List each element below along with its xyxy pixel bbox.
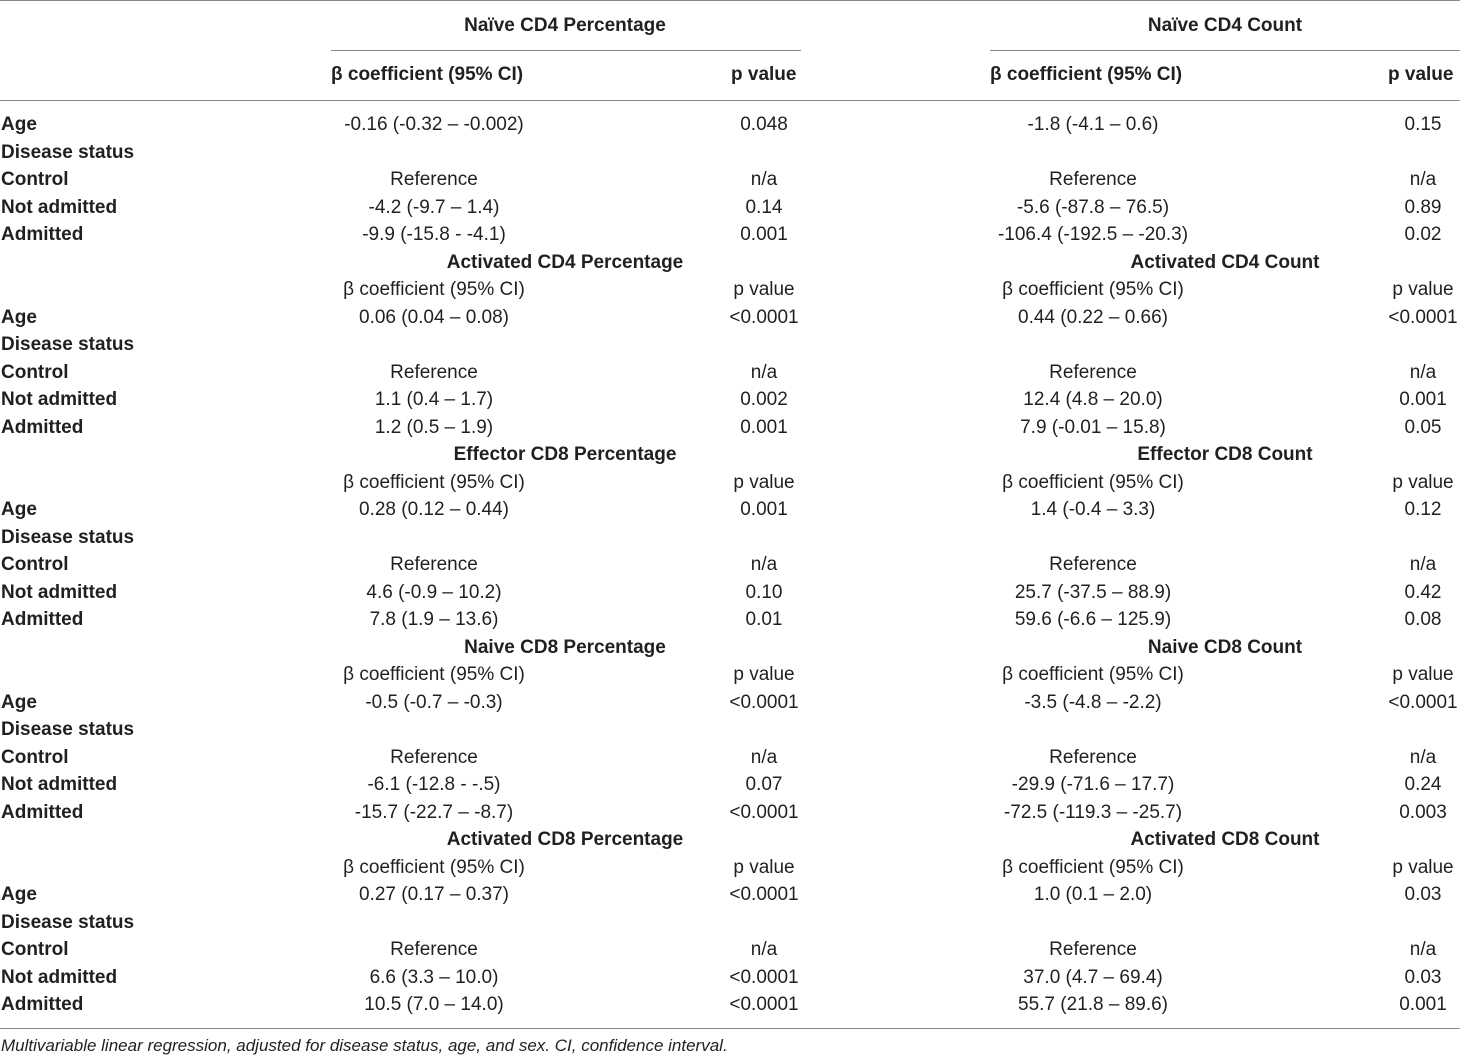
bottom-rule <box>0 1028 1460 1029</box>
table-row <box>0 139 1460 167</box>
coef-count: Reference <box>1049 361 1137 383</box>
top-rule <box>0 0 1460 1</box>
p-value-count: 0.001 <box>1399 994 1447 1015</box>
table-row <box>0 579 1460 607</box>
section-title-row <box>0 249 1460 277</box>
row-label: Control <box>1 361 69 383</box>
table-row <box>0 909 1460 937</box>
coef-count: -72.5 (-119.3 – -25.7) <box>1003 801 1183 823</box>
table-row <box>0 799 1460 827</box>
p-value-percentage: 0.01 <box>745 609 783 630</box>
coef-percentage: Reference <box>390 361 478 383</box>
coef-count: Reference <box>1049 169 1137 190</box>
row-label: Age <box>1 306 37 328</box>
subheader-p-left: p value <box>733 471 795 493</box>
p-value-percentage: 0.10 <box>745 581 783 603</box>
section-subheader-row <box>0 661 1460 689</box>
section-title-left: Activated CD4 Percentage <box>446 251 684 273</box>
row-label: Control <box>1 746 69 768</box>
row-label: Age <box>1 884 37 905</box>
subheader-coef-left: β coefficient (95% CI) <box>343 471 525 493</box>
p-value-count: 0.24 <box>1404 774 1442 795</box>
table-row <box>0 551 1460 579</box>
row-label: Disease status <box>1 334 135 355</box>
p-value-count: 0.02 <box>1404 224 1442 245</box>
p-value-percentage: n/a <box>750 361 778 383</box>
section-title-left: Activated CD8 Percentage <box>446 829 684 850</box>
p-value-count: n/a <box>1409 169 1437 190</box>
coef-count: Reference <box>1049 554 1137 575</box>
table-row <box>0 606 1460 634</box>
row-label: Age <box>1 499 37 520</box>
p-value-count: n/a <box>1409 554 1437 575</box>
header-rule <box>0 100 1460 101</box>
coef-count: 0.44 (0.22 – 0.66) <box>1018 306 1168 328</box>
p-value-percentage: <0.0001 <box>729 994 799 1015</box>
table-row <box>0 221 1460 249</box>
coef-count: 12.4 (4.8 – 20.0) <box>1023 389 1163 410</box>
p-value-percentage: n/a <box>750 939 778 960</box>
coef-percentage: 0.28 (0.12 – 0.44) <box>359 499 509 520</box>
subheader-p-right: p value <box>1392 279 1454 300</box>
p-value-count: 0.08 <box>1404 609 1442 630</box>
coef-percentage: -0.5 (-0.7 – -0.3) <box>365 691 503 713</box>
coef-percentage: -15.7 (-22.7 – -8.7) <box>354 801 514 823</box>
row-label: Control <box>1 939 69 960</box>
p-value-percentage: 0.002 <box>740 389 788 410</box>
coef-percentage: -4.2 (-9.7 – 1.4) <box>368 196 500 218</box>
coef-percentage: -0.16 (-0.32 – -0.002) <box>344 114 524 135</box>
section-title-right: Effector CD8 Count <box>1137 444 1313 465</box>
row-label: Control <box>1 554 69 575</box>
coef-count: 59.6 (-6.6 – 125.9) <box>1014 609 1172 630</box>
subheader-coef-right: β coefficient (95% CI) <box>1002 279 1184 300</box>
p-value-percentage: 0.001 <box>740 416 788 438</box>
table-row <box>0 359 1460 387</box>
subheader-p-left: p value <box>733 664 795 685</box>
table-row <box>0 194 1460 222</box>
p-value-count: 0.03 <box>1404 966 1442 988</box>
coef-count: 37.0 (4.7 – 69.4) <box>1023 966 1163 988</box>
p-value-count: 0.003 <box>1399 801 1447 823</box>
group-rule-right <box>990 50 1460 51</box>
table-row <box>0 689 1460 717</box>
p-value-count: 0.03 <box>1404 884 1442 905</box>
row-label: Admitted <box>1 224 84 245</box>
p-value-count: n/a <box>1409 746 1437 768</box>
section-subheader-row <box>0 276 1460 304</box>
table-row <box>0 304 1460 332</box>
row-label: Not admitted <box>1 196 118 218</box>
p-value-count: 0.15 <box>1404 114 1442 135</box>
table-footnote: Multivariable linear regression, adjusted for disease status, age, and sex. CI, confidence interval. <box>1 1036 728 1055</box>
row-label: Admitted <box>1 609 84 630</box>
row-label: Disease status <box>1 719 135 740</box>
group-rule-left <box>331 50 801 51</box>
p-value-count: <0.0001 <box>1388 306 1458 328</box>
section-title-right: Activated CD4 Count <box>1130 251 1320 273</box>
p-value-percentage: 0.048 <box>740 114 788 135</box>
subheader-coef-left: β coefficient (95% CI) <box>343 279 525 300</box>
table-row <box>0 414 1460 442</box>
coef-percentage: 1.2 (0.5 – 1.9) <box>374 416 494 438</box>
subheader-p-right: p value <box>1392 471 1454 493</box>
row-label: Not admitted <box>1 774 118 795</box>
p-value-percentage: <0.0001 <box>729 691 799 713</box>
coef-percentage: 10.5 (7.0 – 14.0) <box>364 994 504 1015</box>
table-row <box>0 496 1460 524</box>
table-row <box>0 716 1460 744</box>
table-row <box>0 964 1460 992</box>
table-row <box>0 331 1460 359</box>
row-label: Not admitted <box>1 966 118 988</box>
coef-percentage: Reference <box>390 939 478 960</box>
coef-count: Reference <box>1049 746 1137 768</box>
table-row <box>0 524 1460 552</box>
column-header-left-p: p value <box>731 64 797 85</box>
subheader-coef-left: β coefficient (95% CI) <box>343 856 525 878</box>
coef-count: -1.8 (-4.1 – 0.6) <box>1027 114 1159 135</box>
subheader-coef-right: β coefficient (95% CI) <box>1002 664 1184 685</box>
row-label: Disease status <box>1 526 135 548</box>
table-row <box>0 936 1460 964</box>
table-row <box>0 111 1460 139</box>
coef-percentage: 4.6 (-0.9 – 10.2) <box>366 581 502 603</box>
row-label: Disease status <box>1 911 135 933</box>
section-title-left: Effector CD8 Percentage <box>453 444 677 465</box>
section-title-left: Naive CD8 Percentage <box>464 636 666 658</box>
column-header-left-coef: β coefficient (95% CI) <box>331 64 524 85</box>
section-title-right: Activated CD8 Count <box>1130 829 1320 850</box>
p-value-percentage: 0.001 <box>740 499 788 520</box>
coef-count: 55.7 (21.8 – 89.6) <box>1018 994 1168 1015</box>
subheader-p-right: p value <box>1392 664 1454 685</box>
section-subheader-row <box>0 854 1460 882</box>
p-value-percentage: <0.0001 <box>729 966 799 988</box>
p-value-count: 0.05 <box>1404 416 1442 438</box>
column-header-right-p: p value <box>1388 64 1454 85</box>
p-value-percentage: 0.001 <box>740 224 788 245</box>
table-row <box>0 386 1460 414</box>
row-label: Age <box>1 691 37 713</box>
p-value-percentage: <0.0001 <box>729 801 799 823</box>
row-label: Admitted <box>1 801 84 823</box>
coef-percentage: 6.6 (3.3 – 10.0) <box>369 966 499 988</box>
coef-percentage: -9.9 (-15.8 - -4.1) <box>362 224 506 245</box>
p-value-count: 0.001 <box>1399 389 1447 410</box>
coef-count: -3.5 (-4.8 – -2.2) <box>1024 691 1162 713</box>
table-row <box>0 881 1460 909</box>
p-value-percentage: n/a <box>750 554 778 575</box>
p-value-count: <0.0001 <box>1388 691 1458 713</box>
subheader-p-left: p value <box>733 856 795 878</box>
table-row <box>0 771 1460 799</box>
row-label: Not admitted <box>1 389 118 410</box>
section-subheader-row <box>0 469 1460 497</box>
coef-percentage: 0.06 (0.04 – 0.08) <box>359 306 509 328</box>
table-row <box>0 744 1460 772</box>
row-label: Age <box>1 114 37 135</box>
row-label: Control <box>1 169 69 190</box>
section-title-row <box>0 826 1460 854</box>
column-header-right-coef: β coefficient (95% CI) <box>990 64 1183 85</box>
p-value-count: n/a <box>1409 939 1437 960</box>
table-row <box>0 991 1460 1019</box>
coef-count: -29.9 (-71.6 – 17.7) <box>1011 774 1175 795</box>
subheader-coef-right: β coefficient (95% CI) <box>1002 856 1184 878</box>
coef-count: 7.9 (-0.01 – 15.8) <box>1020 416 1166 438</box>
coef-percentage: Reference <box>390 169 478 190</box>
p-value-percentage: <0.0001 <box>729 884 799 905</box>
p-value-percentage: n/a <box>750 169 778 190</box>
row-label: Not admitted <box>1 581 118 603</box>
coef-percentage: -6.1 (-12.8 - -.5) <box>367 774 501 795</box>
coef-percentage: Reference <box>390 746 478 768</box>
coef-count: Reference <box>1049 939 1137 960</box>
row-label: Admitted <box>1 416 84 438</box>
subheader-p-right: p value <box>1392 856 1454 878</box>
coef-percentage: Reference <box>390 554 478 575</box>
group-header-right: Naïve CD4 Count <box>1147 15 1303 36</box>
coef-percentage: 7.8 (1.9 – 13.6) <box>369 609 499 630</box>
group-header-left: Naïve CD4 Percentage <box>464 15 666 36</box>
coef-percentage: 1.1 (0.4 – 1.7) <box>374 389 494 410</box>
p-value-percentage: 0.14 <box>745 196 783 218</box>
subheader-coef-left: β coefficient (95% CI) <box>343 664 525 685</box>
p-value-percentage: n/a <box>750 746 778 768</box>
coef-count: -106.4 (-192.5 – -20.3) <box>997 224 1189 245</box>
p-value-percentage: 0.07 <box>745 774 783 795</box>
table-row <box>0 166 1460 194</box>
row-label: Admitted <box>1 994 84 1015</box>
coef-count: 25.7 (-37.5 – 88.9) <box>1014 581 1172 603</box>
section-title-row <box>0 441 1460 469</box>
p-value-count: 0.42 <box>1404 581 1442 603</box>
subheader-coef-right: β coefficient (95% CI) <box>1002 471 1184 493</box>
section-title-right: Naive CD8 Count <box>1147 636 1303 658</box>
section-title-row <box>0 634 1460 662</box>
row-label: Disease status <box>1 141 135 163</box>
p-value-count: 0.12 <box>1404 499 1442 520</box>
subheader-p-left: p value <box>733 279 795 300</box>
p-value-percentage: <0.0001 <box>729 306 799 328</box>
p-value-count: 0.89 <box>1404 196 1442 218</box>
coef-percentage: 0.27 (0.17 – 0.37) <box>359 884 509 905</box>
coef-count: 1.0 (0.1 – 2.0) <box>1033 884 1153 905</box>
coef-count: 1.4 (-0.4 – 3.3) <box>1030 499 1156 520</box>
coef-count: -5.6 (-87.8 – 76.5) <box>1016 196 1170 218</box>
p-value-count: n/a <box>1409 361 1437 383</box>
